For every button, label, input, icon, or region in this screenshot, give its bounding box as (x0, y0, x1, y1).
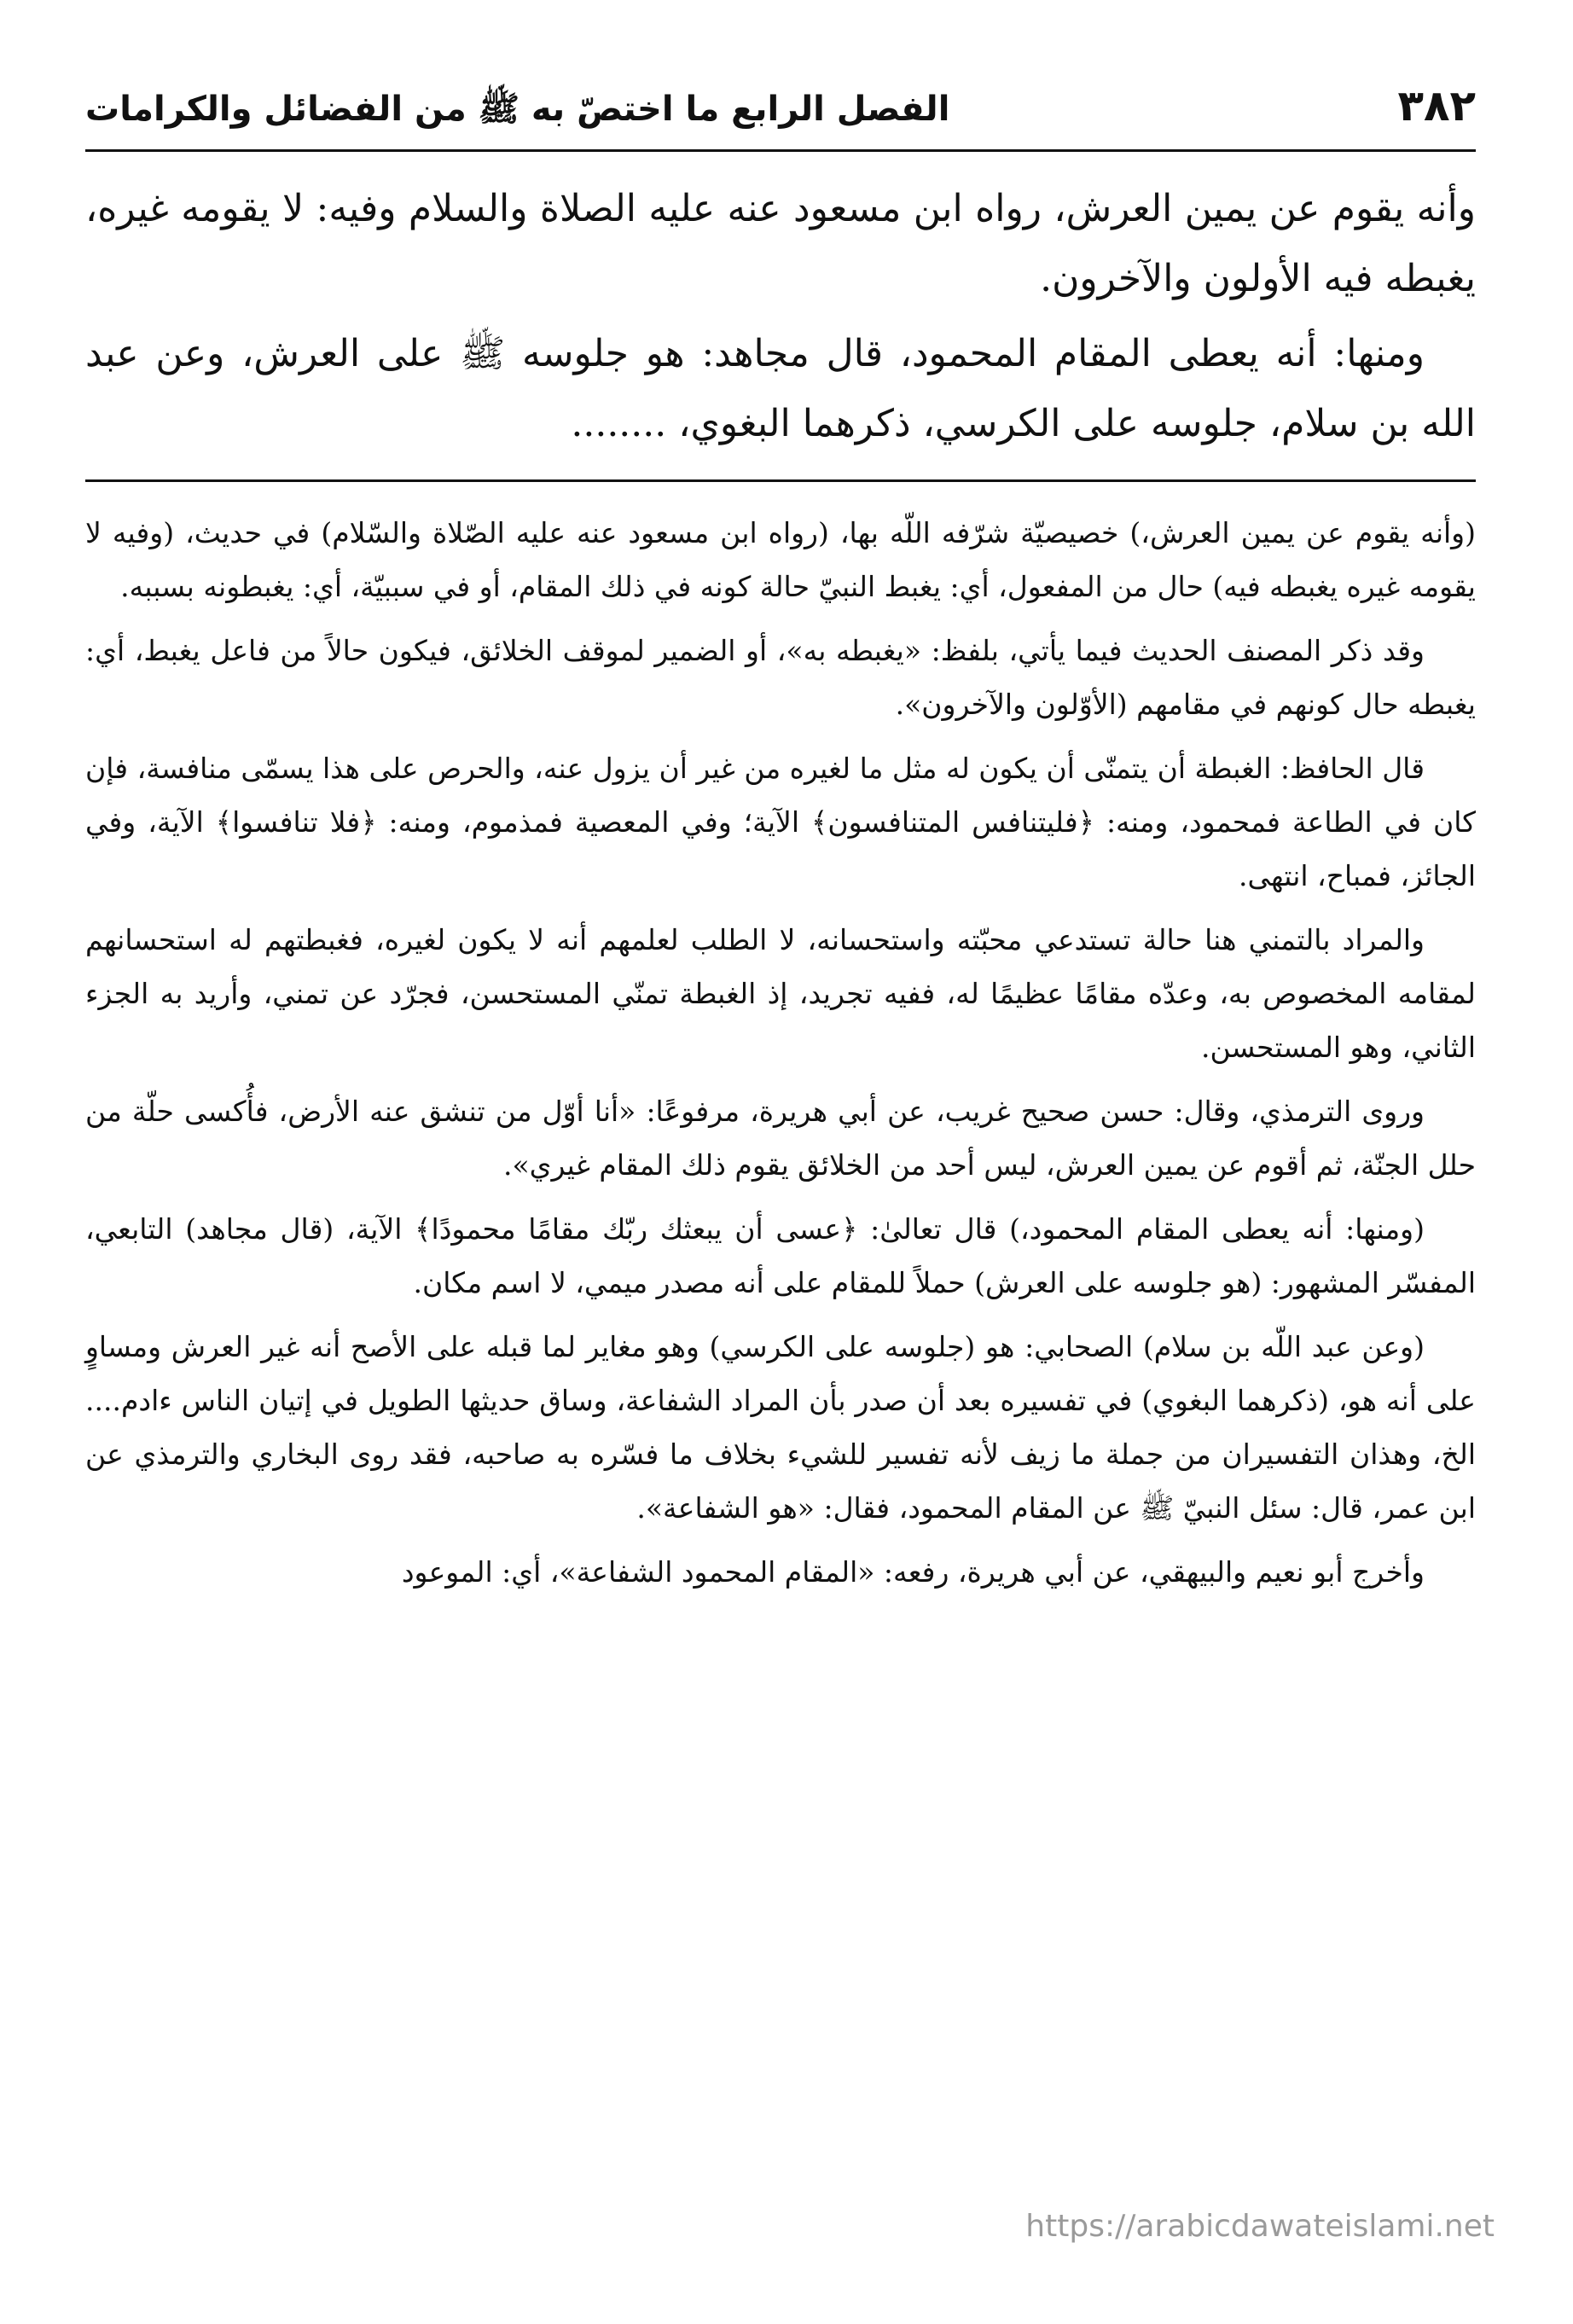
commentary-paragraph: والمراد بالتمني هنا حالة تستدعي محبّته واستحسانه، لا الطلب لعلمهم أنه لا يكون لغيره، فغبطتهم له استحسانهم لمقامه المخصوص به، وعدّه مقامًا عظيمًا له، ففيه تجريد، إذ الغبطة تمنّي المستحسن، فجرّد عن تمني، وأريد به الجزء الثاني، وهو المستحسن. (85, 923, 1476, 1064)
section-divider (85, 479, 1476, 482)
running-title: الفصل الرابع ما اختصّ به ﷺ من الفضائل والكرامات (85, 90, 950, 129)
page-header (85, 81, 1476, 152)
commentary-paragraph: (ومنها: أنه يعطى المقام المحمود،) قال تعالىٰ: ﴿عسى أن يبعثك ربّك مقامًا محمودًا﴾ الآية، (قال مجاهد) التابعي، المفسّر المشهور: (هو جلوسه على العرش) حملاً للمقام على أنه مصدر ميمي، لا اسم مكان. (85, 1212, 1476, 1299)
main-text-paragraph: وأنه يقوم عن يمين العرش، رواه ابن مسعود عنه عليه الصلاة والسلام وفيه: لا يقومه غيره، يغبطه فيه الأولون والآخرون. (85, 187, 1476, 300)
main-text-paragraph: ومنها: أنه يعطى المقام المحمود، قال مجاهد: هو جلوسه ﷺ على العرش، وعن عبد الله بن سلام، جلوسه على الكرسي، ذكرهما البغوي، ........ (85, 332, 1476, 445)
commentary-paragraph: قال الحافظ: الغبطة أن يتمنّى أن يكون له مثل ما لغيره من غير أن يزول عنه، والحرص على هذا يسمّى منافسة، فإن كان في الطاعة فمحمود، ومنه: ﴿فليتنافس المتنافسون﴾ الآية؛ وفي المعصية فمذموم، ومنه: ﴿فلا تنافسوا﴾ الآية، وفي الجائز، فمباح، انتهى. (85, 752, 1476, 892)
watermark-url: https://arabicdawateislami.net (1025, 2209, 1495, 2244)
book-page (85, 81, 1476, 1609)
commentary-paragraph: وقد ذكر المصنف الحديث فيما يأتي، بلفظ: «يغبطه به»، أو الضمير لموقف الخلائق، فيكون حالاً من فاعل يغبط، أي: يغبطه حال كونهم في مقامهم (الأوّلون والآخرون». (85, 634, 1476, 721)
commentary-paragraph: وأخرج أبو نعيم والبيهقي، عن أبي هريرة، رفعه: «المقام المحمود الشفاعة»، أي: الموعود (401, 1555, 1425, 1589)
commentary-paragraph: (وأنه يقوم عن يمين العرش،) خصيصيّة شرّفه اللّه بها، (رواه ابن مسعود عنه عليه الصّلاة والسّلام) في حديث، (وفيه لا يقومه غيره يغبطه فيه) حال من المفعول، أي: يغبط النبيّ حالة كونه في ذلك المقام، أو في سببيّة، أي: يغبطونه بسببه. (85, 516, 1476, 603)
commentary (85, 506, 1476, 1599)
page-number: ٣٨٢ (1397, 81, 1476, 131)
commentary-paragraph: وروى الترمذي، وقال: حسن صحيح غريب، عن أبي هريرة، مرفوعًا: «أنا أوّل من تنشق عنه الأرض، فأُكسى حلّة من حلل الجنّة، ثم أقوم عن يمين العرش، ليس أحد من الخلائق يقوم ذلك المقام غيري». (85, 1095, 1476, 1182)
main-text (85, 174, 1476, 459)
commentary-paragraph: (وعن عبد اللّه بن سلام) الصحابي: هو (جلوسه على الكرسي) وهو مغاير لما قبله على الأصح أنه غير العرش ومساوٍ على أنه هو، (ذكرهما البغوي) في تفسيره بعد أن صدر بأن المراد الشفاعة، وساق حديثها الطويل في إتيان الناس ءادم.... الخ، وهذان التفسيران من جملة ما زيف لأنه تفسير للشيء بخلاف ما فسّره به صاحبه، فقد روى البخاري والترمذي عن ابن عمر، قال: سئل النبيّ ﷺ عن المقام المحمود، فقال: «هو الشفاعة». (85, 1330, 1476, 1525)
